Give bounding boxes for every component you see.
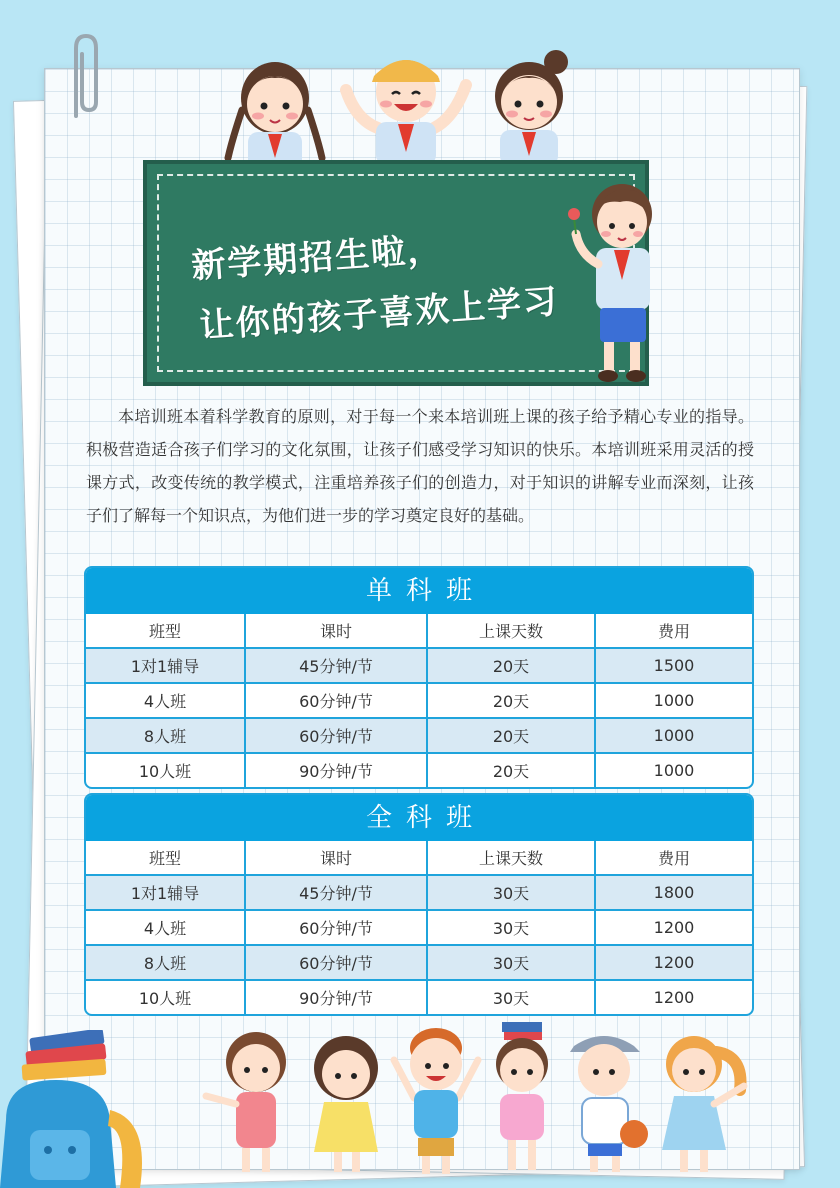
cell-duration: 45分钟/节 [245, 648, 427, 683]
cell-class-type: 10人班 [86, 753, 245, 787]
cell-fee: 1200 [595, 910, 752, 945]
cell-days: 30天 [427, 945, 595, 980]
cell-fee: 1000 [595, 683, 752, 718]
cell-duration: 60分钟/节 [245, 910, 427, 945]
cell-days: 20天 [427, 753, 595, 787]
single-subject-table [84, 566, 754, 789]
cell-days: 30天 [427, 980, 595, 1014]
cell-class-type: 4人班 [86, 910, 245, 945]
header-class-type: 班型 [86, 841, 245, 875]
cell-fee: 1500 [595, 648, 752, 683]
cell-duration: 90分钟/节 [245, 980, 427, 1014]
cell-duration: 60分钟/节 [245, 718, 427, 753]
header-days: 上课天数 [427, 614, 595, 648]
cell-fee: 1200 [595, 980, 752, 1014]
header-class-type: 班型 [86, 614, 245, 648]
cell-duration: 90分钟/节 [245, 753, 427, 787]
girl-character-left [220, 40, 330, 170]
headline-line-2: 让你的孩子喜欢上学习 [198, 281, 561, 347]
header-days: 上课天数 [427, 841, 595, 875]
headline-line-1: 新学期招生啦， [190, 229, 445, 287]
header-fee: 费用 [657, 849, 690, 868]
table-header-row [86, 614, 752, 648]
table-row [86, 945, 752, 980]
single-subject-title: 单科班 [86, 568, 752, 614]
header-duration: 课时 [245, 614, 427, 648]
cell-class-type: 10人班 [86, 980, 245, 1014]
table-row [86, 753, 752, 787]
children-group-illustration [200, 1012, 770, 1178]
cell-class-type: 8人班 [86, 718, 245, 753]
cell-duration: 60分钟/节 [245, 683, 427, 718]
header-fee: 费用 [657, 622, 690, 641]
table-row [86, 648, 752, 683]
table-row [86, 718, 752, 753]
boy-character-flower [560, 168, 670, 388]
cell-fee: 1000 [595, 753, 752, 787]
cell-fee: 1800 [595, 875, 752, 910]
table-row [86, 875, 752, 910]
cell-days: 20天 [427, 683, 595, 718]
full-subject-table [84, 793, 754, 1016]
cell-class-type: 8人班 [86, 945, 245, 980]
cell-class-type: 4人班 [86, 683, 245, 718]
cell-days: 20天 [427, 648, 595, 683]
cell-fee: 1200 [595, 945, 752, 980]
header-duration: 课时 [245, 841, 427, 875]
cell-fee: 1000 [595, 718, 752, 753]
table-row [86, 683, 752, 718]
cell-duration: 60分钟/节 [245, 945, 427, 980]
table-header-row [86, 841, 752, 875]
cell-class-type: 1对1辅导 [86, 648, 245, 683]
paperclip-icon [62, 30, 106, 122]
cell-duration: 45分钟/节 [245, 875, 427, 910]
cell-days: 30天 [427, 910, 595, 945]
full-subject-title: 全科班 [86, 795, 752, 841]
boy-character-cap [336, 30, 476, 165]
cell-days: 30天 [427, 875, 595, 910]
girl-character-right [474, 36, 584, 166]
school-bag-icon [0, 1030, 150, 1188]
table-row [86, 910, 752, 945]
cell-days: 20天 [427, 718, 595, 753]
intro-paragraph: 本培训班本着科学教育的原则，对于每一个来本培训班上课的孩子给予精心专业的指导。积极营造适合孩子们学习的文化氛围，让孩子们感受学习知识的快乐。本培训班采用灵活的授课方式，改变传统的教学模式，注重培养孩子们的创造力，对于知识的讲解专业而深刻，让孩子们了解每一个知识点，为他们进一步的学习奠定良好的基础。 [86, 407, 754, 525]
cell-class-type: 1对1辅导 [86, 875, 245, 910]
table-row [86, 980, 752, 1014]
